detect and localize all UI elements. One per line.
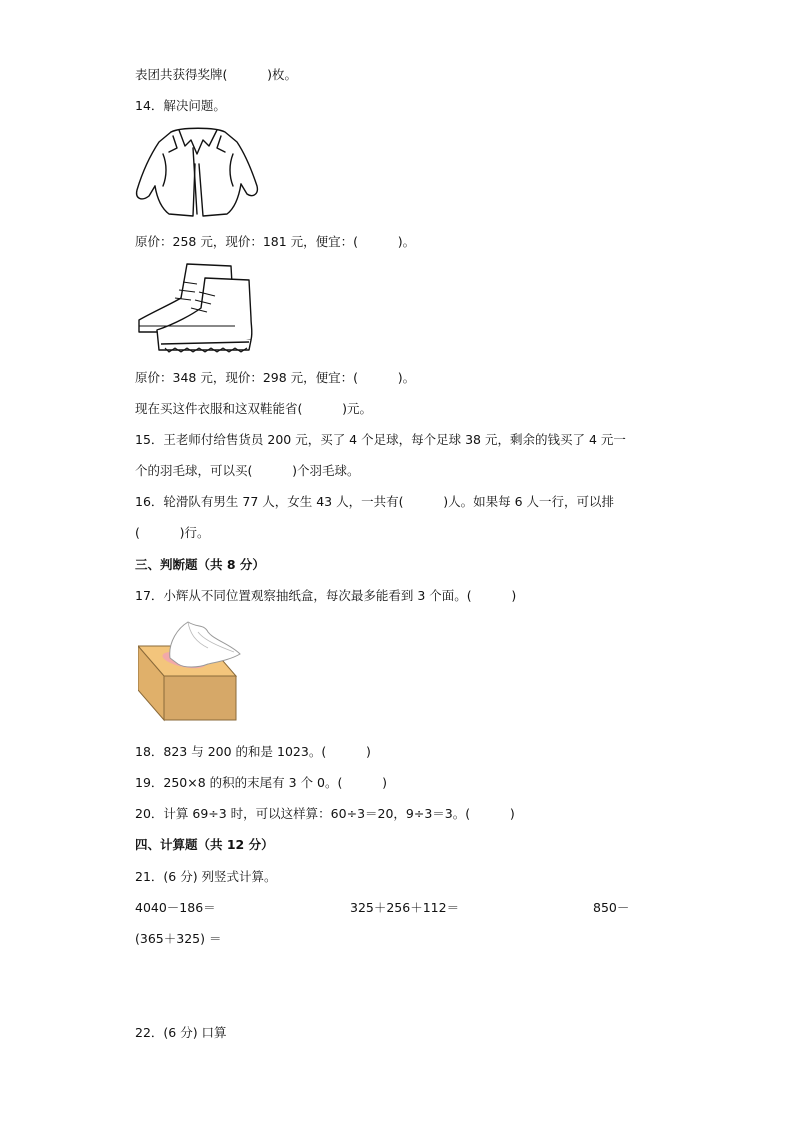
calc-item-3-part-1: 850－ xyxy=(593,900,630,915)
section-3-heading: 三、判断题（共 8 分） xyxy=(135,557,265,572)
calc-item-1: 4040－186＝ xyxy=(135,900,216,915)
question-16-line-2: ( )行。 xyxy=(135,525,210,540)
question-17: 17．小辉从不同位置观察抽纸盒，每次最多能看到 3 个面。( ) xyxy=(135,588,517,603)
question-14-title: 14．解决问题。 xyxy=(135,98,226,113)
jacket-icon xyxy=(133,124,263,220)
question-19: 19．250×8 的积的末尾有 3 个 0。( ) xyxy=(135,775,387,790)
tissue-box-icon xyxy=(138,618,242,722)
question-16-line-1: 16．轮滑队有男生 77 人，女生 43 人，一共有( )人。如果每 6 人一行，可以排 xyxy=(135,494,614,509)
question-18: 18．823 与 200 的和是 1023。( ) xyxy=(135,744,371,759)
text-line-1: 表团共获得奖牌( )枚。 xyxy=(135,67,297,82)
question-15-line-1: 15．王老师付给售货员 200 元，买了 4 个足球，每个足球 38 元，剩余的钱买了 4 元一 xyxy=(135,432,626,447)
calc-item-2: 325＋256＋112＝ xyxy=(350,900,460,915)
boots-icon xyxy=(135,260,255,360)
question-15-line-2: 个的羽毛球，可以买( )个羽毛球。 xyxy=(135,463,360,478)
question-20: 20．计算 69÷3 时，可以这样算：60÷3＝20，9÷3＝3。( ) xyxy=(135,806,515,821)
calc-item-3-part-2: (365＋325) ＝ xyxy=(135,931,222,946)
question-21: 21．(6 分) 列竖式计算。 xyxy=(135,869,277,884)
section-4-heading: 四、计算题（共 12 分） xyxy=(135,837,274,852)
question-22: 22．(6 分) 口算 xyxy=(135,1025,227,1040)
question-14-jacket-price: 原价：258 元，现价：181 元，便宜：( )。 xyxy=(135,234,416,249)
question-14-shoes-price: 原价：348 元，现价：298 元，便宜：( )。 xyxy=(135,370,416,385)
question-14-total-save: 现在买这件衣服和这双鞋能省( )元。 xyxy=(135,401,372,416)
